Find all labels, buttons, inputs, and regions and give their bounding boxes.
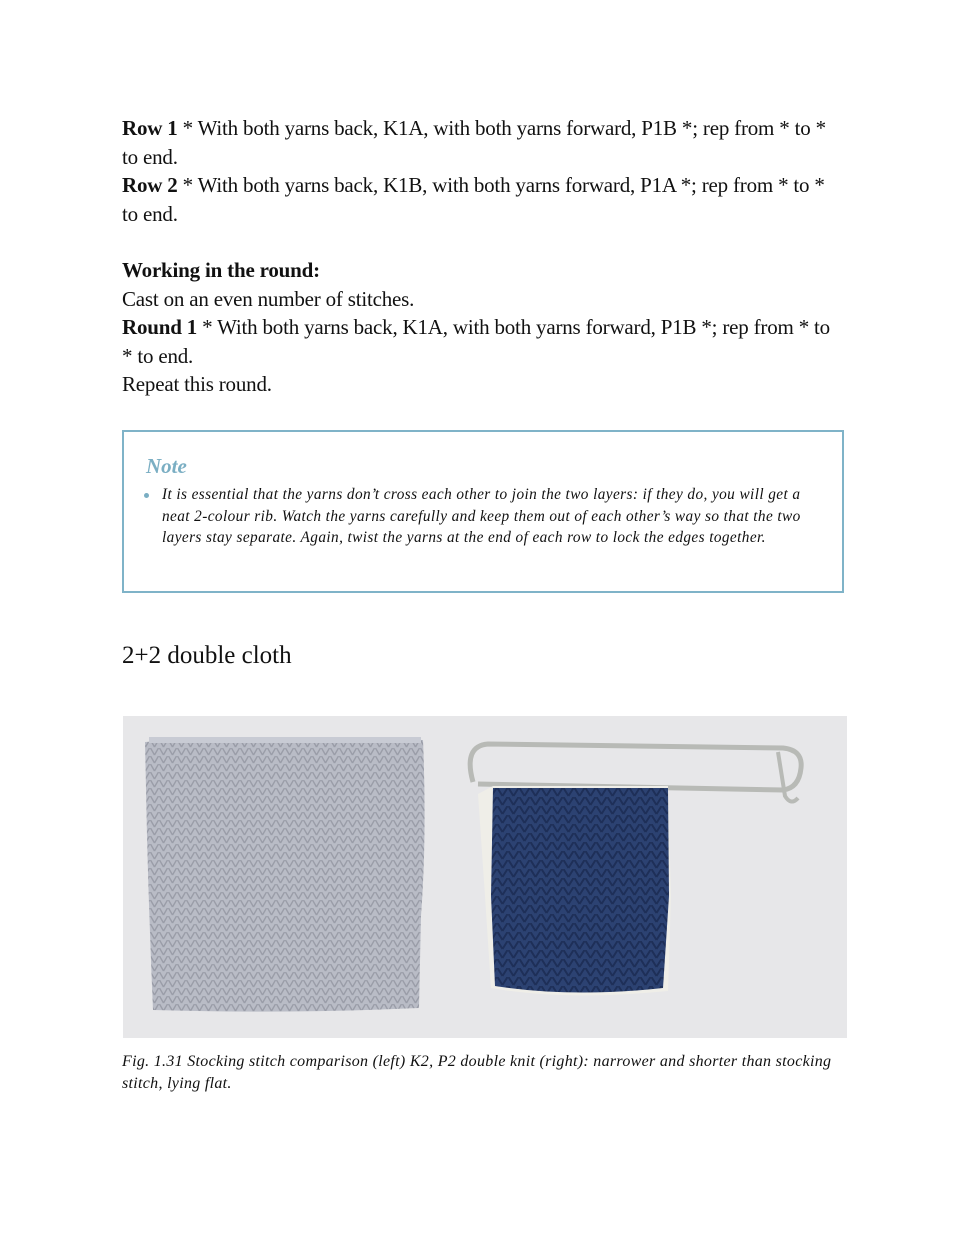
repeat-text: Repeat this round. [122, 372, 272, 396]
note-box [122, 430, 844, 593]
grey-swatch [145, 738, 425, 1012]
knitting-swatches-image [123, 716, 847, 1038]
navy-swatch [491, 788, 669, 993]
section-heading: 2+2 double cloth [122, 642, 292, 669]
row-2-instruction: Row 2 * With both yarns back, K1B, with both yarns forward, P1A *; rep from * to * to end. [122, 173, 825, 226]
note-title: Note [146, 454, 187, 478]
bullet-icon [144, 493, 149, 498]
round-instructions [122, 256, 842, 399]
round-1-instruction: Round 1 * With both yarns back, K1A, with both yarns forward, P1B *; rep from * to * to end. [122, 315, 830, 368]
row-1-instruction: Row 1 * With both yarns back, K1A, with both yarns forward, P1B *; rep from * to * to end. [122, 116, 826, 169]
figure-caption: Fig. 1.31 Stocking stitch comparison (left) K2, P2 double knit (right): narrower and shorter than stocking stitch, lying flat. [122, 1053, 832, 1092]
flat-instructions [122, 114, 842, 228]
round-heading: Working in the round: [122, 258, 320, 282]
figure-photo [123, 716, 847, 1038]
cast-on-text: Cast on an even number of stitches. [122, 286, 415, 311]
note-text: It is essential that the yarns don’t cross each other to join the two layers: if they do, you will get a neat 2-colour rib. Watch the yarns carefully and keep them out of each other’s way so that the two layers stay separate. Again, twist the yarns at the end of each row to lock the edges together. [162, 486, 801, 547]
